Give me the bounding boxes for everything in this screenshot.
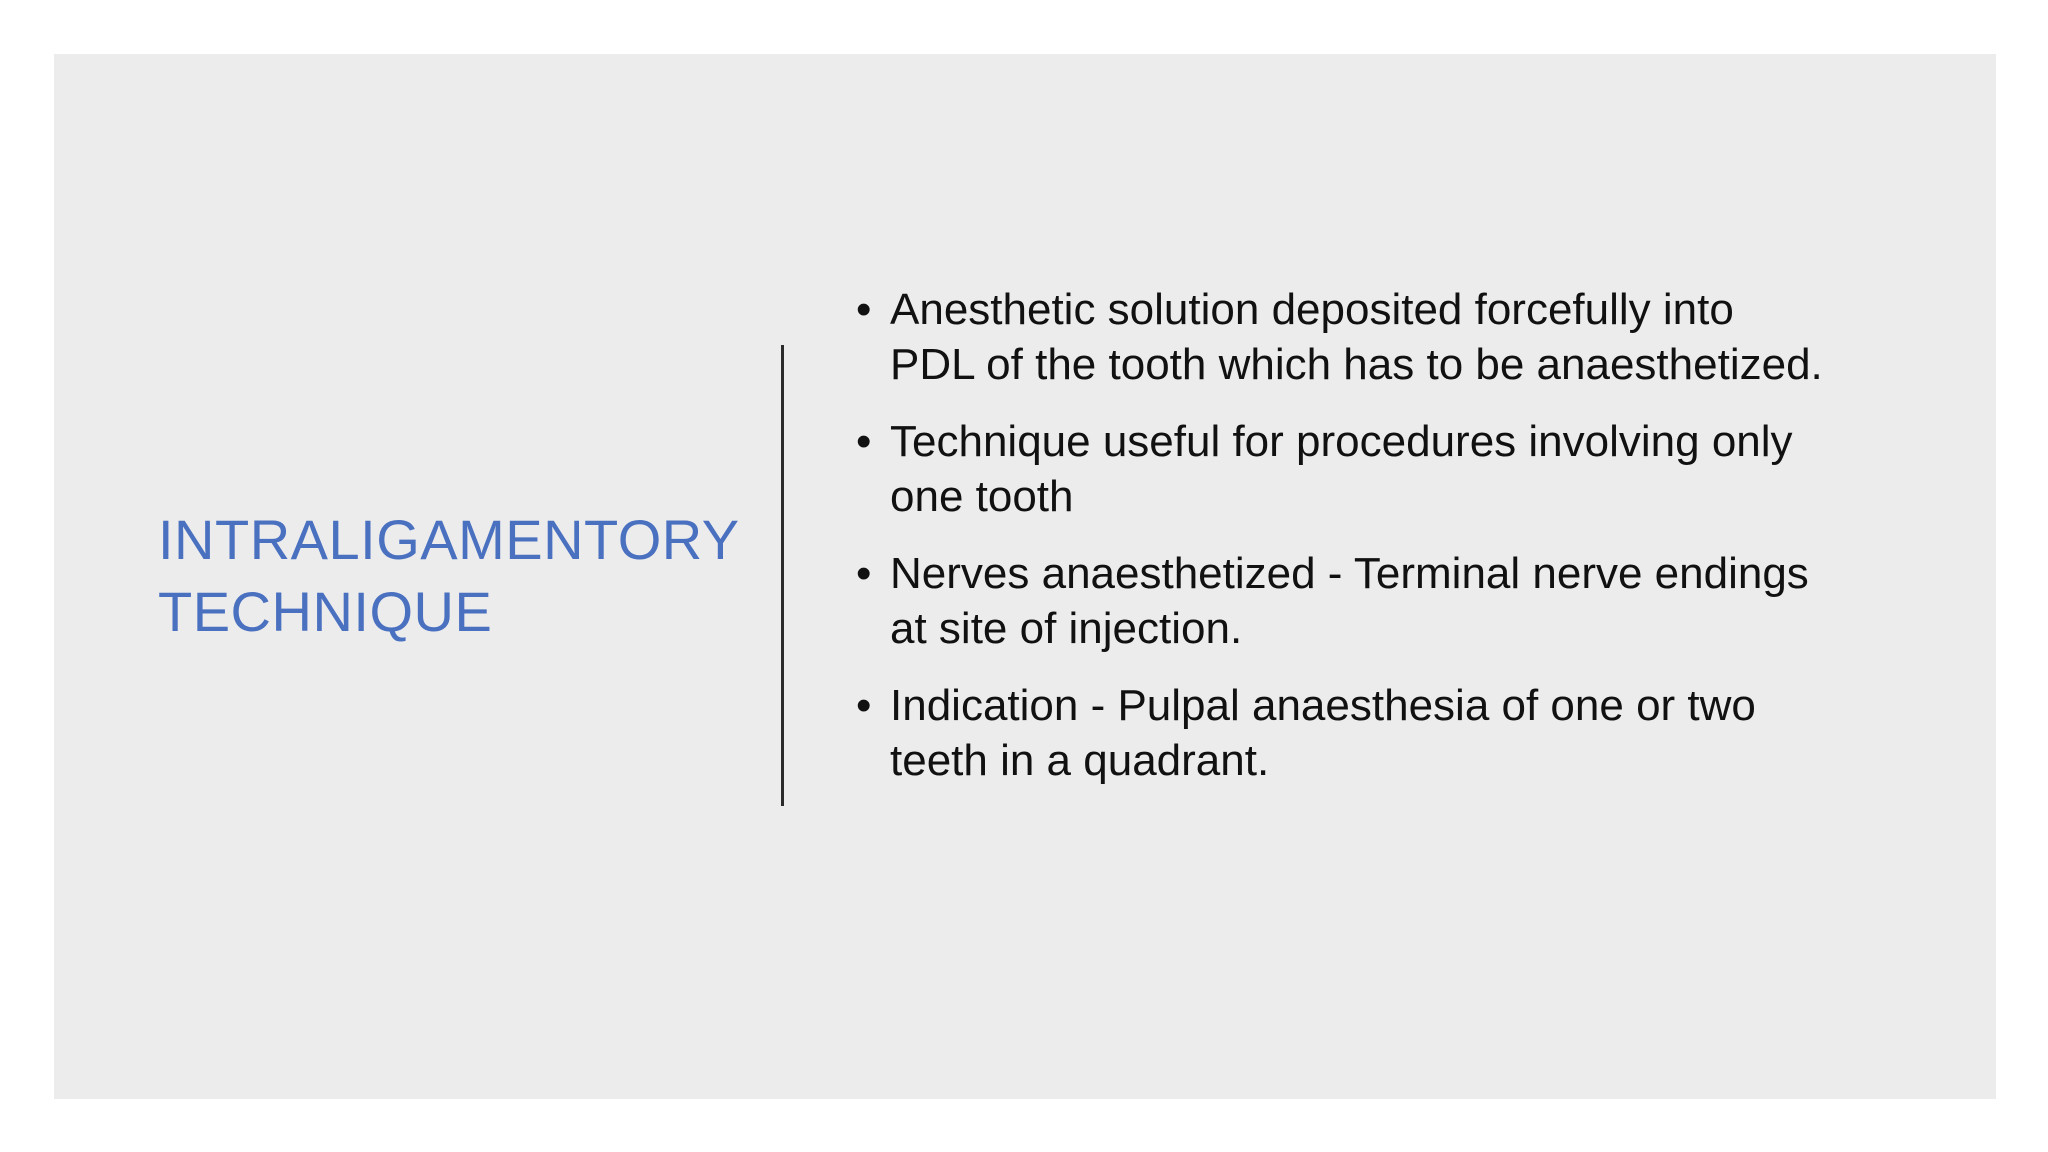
bullet-2-line-1: Technique useful for procedures involving only bbox=[890, 417, 1793, 466]
bullet-item-3 bbox=[854, 546, 1954, 656]
bullet-3-line-1: Nerves anaesthetized - Terminal nerve endings bbox=[890, 549, 1809, 598]
bullet-item-2 bbox=[854, 414, 1954, 524]
bullet-1-line-1: Anesthetic solution deposited forcefully into bbox=[890, 285, 1734, 334]
bullet-4-line-2: teeth in a quadrant. bbox=[890, 736, 1270, 785]
bullet-item-4 bbox=[854, 678, 1954, 788]
vertical-divider bbox=[781, 345, 784, 806]
bullet-dot-icon: • bbox=[856, 549, 872, 598]
slide-title bbox=[158, 504, 758, 648]
bullet-dot-icon: • bbox=[856, 417, 872, 466]
bullet-item-1 bbox=[854, 282, 1954, 392]
bullet-3-line-2: at site of injection. bbox=[890, 604, 1243, 653]
bullet-4-line-1: Indication - Pulpal anaesthesia of one or two bbox=[890, 681, 1756, 730]
slide-title-line-2: TECHNIQUE bbox=[158, 580, 493, 643]
slide bbox=[54, 54, 1996, 1099]
bullet-dot-icon: • bbox=[856, 285, 872, 334]
bullet-dot-icon: • bbox=[856, 681, 872, 730]
slide-title-line-1: INTRALIGAMENTORY bbox=[158, 508, 740, 571]
bullet-list bbox=[854, 282, 1954, 810]
bullet-2-line-2: one tooth bbox=[890, 472, 1074, 521]
bullet-1-line-2: PDL of the tooth which has to be anaesthetized. bbox=[890, 340, 1823, 389]
